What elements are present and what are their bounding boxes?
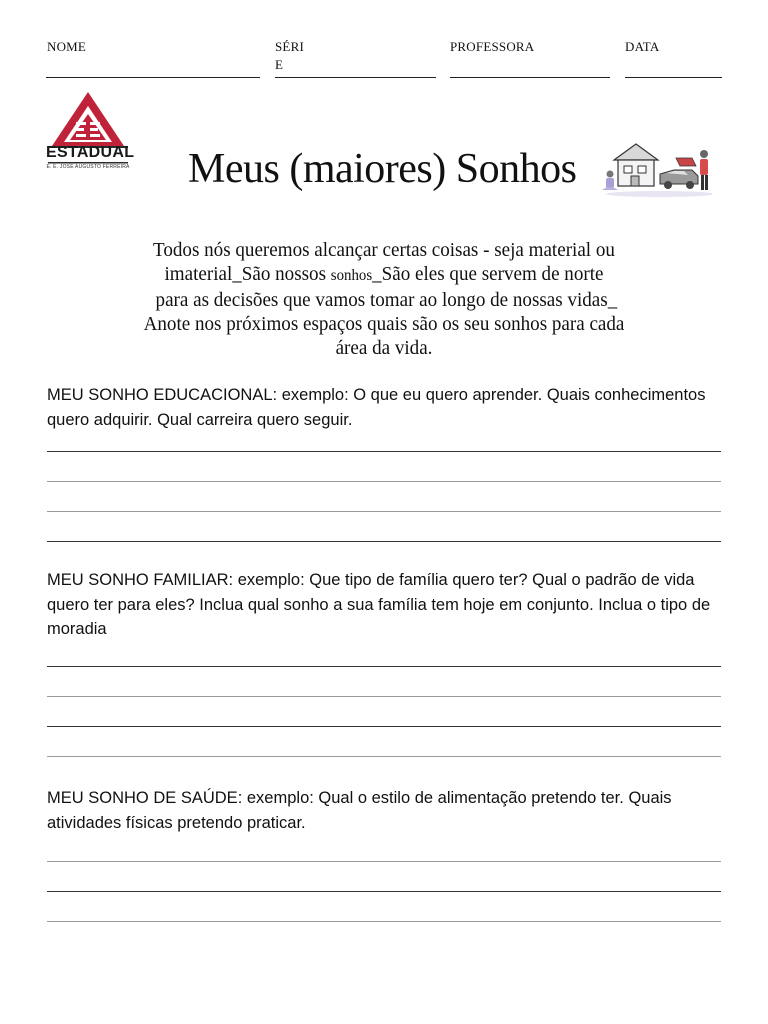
answer-line[interactable] bbox=[47, 451, 721, 452]
section-saude-text bbox=[47, 786, 727, 835]
intro-line-4: Anote nos próximos espaços quais são os seu sonhos para cada bbox=[143, 313, 625, 335]
professora-field bbox=[450, 40, 534, 54]
intro-line-5: área da vida. bbox=[335, 337, 433, 359]
intro-line-2a: imaterial ̲ São nossos bbox=[164, 263, 331, 285]
answer-line[interactable] bbox=[47, 756, 721, 757]
answer-line[interactable] bbox=[47, 921, 721, 922]
professora-line[interactable] bbox=[450, 77, 610, 78]
page-title: Meus (maiores) Sonhos bbox=[188, 146, 577, 192]
answer-line[interactable] bbox=[47, 511, 721, 512]
answer-line[interactable] bbox=[47, 861, 721, 862]
logo-school-subtitle: E. E. JOSÉ AUGUSTO FERREIRA bbox=[46, 164, 130, 170]
intro-line-1: Todos nós queremos alcançar certas coisas - seja material ou bbox=[153, 239, 615, 261]
section-familiar-heading: MEU SONHO FAMILIAR: bbox=[47, 571, 234, 589]
data-field bbox=[625, 40, 659, 54]
section-familiar-text bbox=[47, 568, 727, 642]
serie-label-line2: E bbox=[275, 57, 284, 72]
answer-line[interactable] bbox=[47, 696, 721, 697]
house-family-illustration bbox=[600, 140, 712, 198]
serie-field bbox=[275, 40, 304, 72]
nome-field bbox=[47, 40, 86, 54]
nome-label: NOME bbox=[47, 39, 87, 54]
answer-line[interactable] bbox=[47, 726, 721, 727]
section-saude-heading: MEU SONHO DE SAÚDE: bbox=[47, 789, 243, 807]
serie-line[interactable] bbox=[275, 77, 436, 78]
school-logo bbox=[38, 84, 138, 182]
section-educacional-text bbox=[47, 383, 727, 432]
intro-line-2 bbox=[125, 262, 642, 288]
section-saude-description: exemplo: Qual o estilo de alimentação pretendo ter. Quais atividades físicas pretendo praticar. bbox=[47, 789, 672, 832]
answer-line[interactable] bbox=[47, 666, 721, 667]
answer-line[interactable] bbox=[47, 541, 721, 542]
intro-paragraph bbox=[125, 238, 642, 360]
professora-label: PROFESSORA bbox=[450, 39, 535, 54]
logo-school-name: ESTADUAL bbox=[46, 144, 135, 161]
intro-line-2b: ̲ São eles que servem de norte bbox=[372, 263, 604, 285]
section-familiar-description: exemplo: Que tipo de família quero ter? Qual o padrão de vida quero ter para eles? Inclua qual sonho a sua família tem hoje em conjunto. Inclua o tipo de moradia bbox=[47, 571, 711, 638]
data-label: DATA bbox=[625, 39, 660, 54]
data-line[interactable] bbox=[625, 77, 722, 78]
section-educacional-description: exemplo: O que eu quero aprender. Quais conhecimentos quero adquirir. Qual carreira quero seguir. bbox=[47, 386, 706, 429]
house-family-illustration-icon bbox=[600, 140, 712, 198]
serie-label-line1: SÉRI bbox=[275, 39, 304, 54]
answer-line[interactable] bbox=[47, 891, 721, 892]
answer-line[interactable] bbox=[47, 481, 721, 482]
intro-line-3: para as decisões que vamos tomar ao longo de nossas vidas ̲ bbox=[155, 289, 613, 311]
intro-line-2-small: sonhos bbox=[330, 267, 373, 284]
section-educacional-heading: MEU SONHO EDUCACIONAL: bbox=[47, 386, 278, 404]
nome-line[interactable] bbox=[46, 77, 260, 78]
